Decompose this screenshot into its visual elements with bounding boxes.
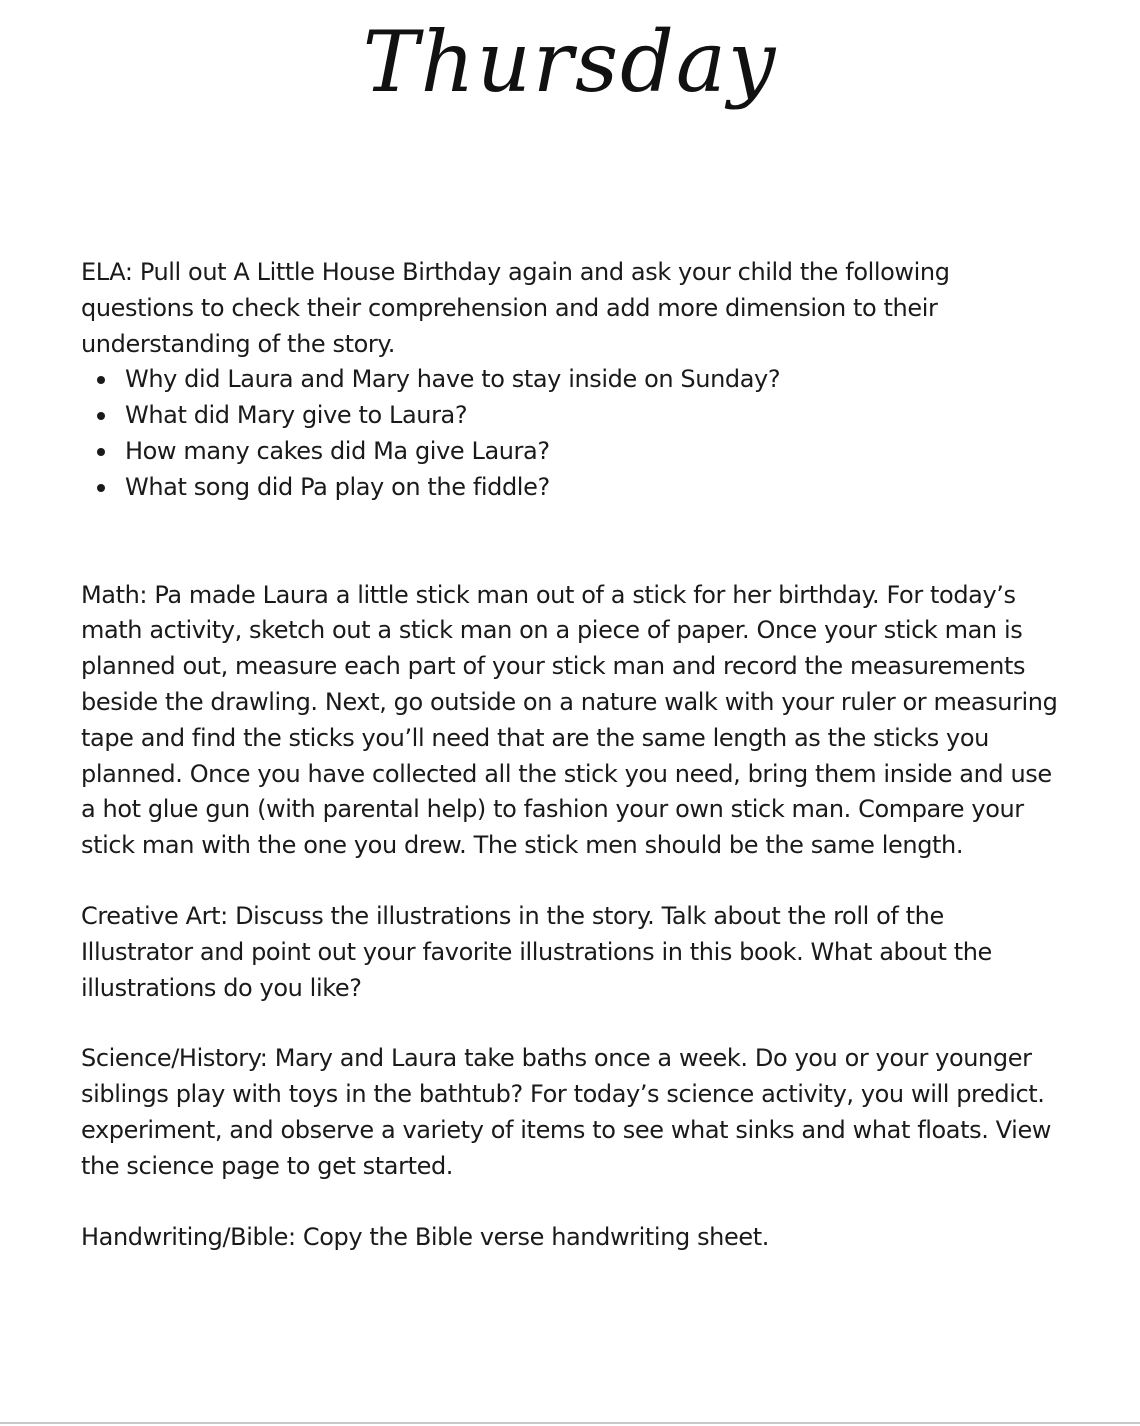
spacer: [81, 1185, 1061, 1220]
bullet-icon: [97, 448, 105, 456]
list-item: [97, 398, 1061, 434]
bullet-icon: [97, 376, 105, 384]
lesson-content: [81, 255, 1061, 1255]
science-history-section: [81, 1041, 1061, 1184]
page-bottom-divider: [0, 1422, 1140, 1424]
math-label: Math:: [81, 580, 148, 609]
handwriting-bible-section: [81, 1220, 1061, 1256]
ela-text: Pull out A Little House Birthday again and ask your child the following questions to check their comprehension and add more dimension to their understanding of the story.: [81, 258, 950, 358]
list-item: [97, 434, 1061, 470]
science-history-label: Science/History:: [81, 1044, 268, 1073]
ela-question-list: [81, 362, 1061, 505]
creative-art-section: [81, 899, 1061, 1006]
creative-art-label: Creative Art:: [81, 901, 228, 930]
spacer: [81, 1006, 1061, 1041]
creative-art-text: Discuss the illustrations in the story. Talk about the roll of the Illustrator and point out your favorite illustrations in this book. What about the illustrations do you like?: [81, 901, 992, 1002]
question-text: What did Mary give to Laura?: [125, 401, 468, 430]
handwriting-bible-text: Copy the Bible verse handwriting sheet.: [302, 1222, 769, 1251]
list-item: [97, 470, 1061, 506]
handwriting-bible-label: Handwriting/Bible:: [81, 1222, 296, 1251]
list-item: [97, 362, 1061, 398]
question-text: How many cakes did Ma give Laura?: [125, 436, 550, 465]
math-section: [81, 578, 1061, 864]
spacer: [81, 864, 1061, 899]
question-text: Why did Laura and Mary have to stay inside on Sunday?: [125, 365, 781, 394]
math-text: Pa made Laura a little stick man out of a stick for her birthday. For today’s math activity, sketch out a stick man on a piece of paper. Once your stick man is planned out, measure each part of your stick man and record the measurements beside the drawling. Next, go outside on a nature walk with your ruler or measuring tape and find the sticks you’ll need that are the same length as the sticks you planned. Once you have collected all the stick you need, bring them inside and use a hot glue gun (with parental help) to fashion your own stick man. Compare your stick man with the one you drew. The stick men should be the same length.: [81, 580, 1058, 860]
ela-label: ELA:: [81, 258, 133, 286]
spacer: [81, 506, 1061, 578]
ela-section: [81, 255, 1061, 362]
bullet-icon: [97, 412, 105, 420]
bullet-icon: [97, 484, 105, 492]
question-text: What song did Pa play on the fiddle?: [125, 472, 550, 501]
science-history-text: Mary and Laura take baths once a week. Do you or your younger siblings play with toys in the bathtub? For today’s science activity, you will predict. experiment, and observe a variety of items to see what sinks and what floats. View the science page to get started.: [81, 1044, 1052, 1180]
page-title: Thursday: [362, 13, 778, 111]
